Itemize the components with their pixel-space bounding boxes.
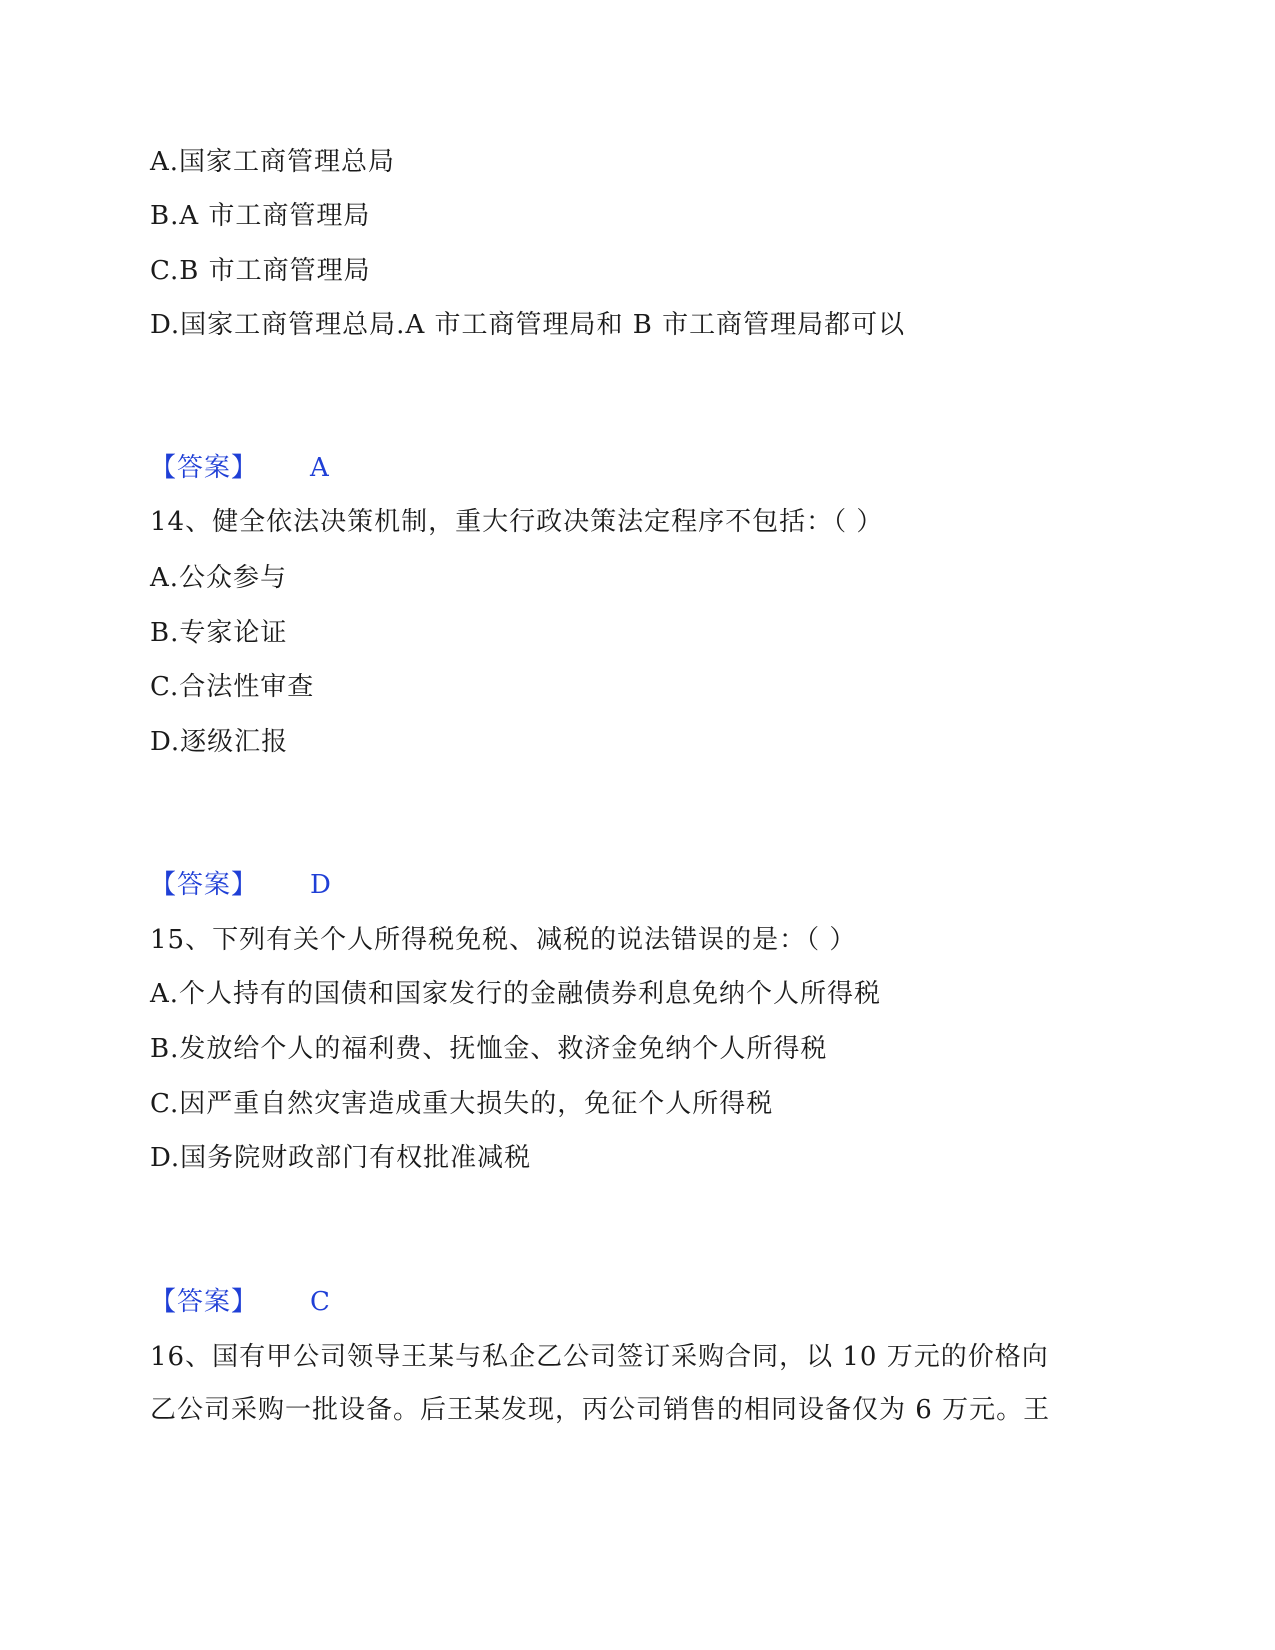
q15-option-c: C.因严重自然灾害造成重大损失的，免征个人所得税	[150, 1089, 774, 1119]
q15-answer-label: 【答案】	[150, 1287, 259, 1317]
q15-option-a: A.个人持有的国债和国家发行的金融债券利息免纳个人所得税	[150, 979, 882, 1009]
q14-answer-label: 【答案】	[150, 870, 259, 900]
q14-answer-value: D	[310, 870, 331, 900]
q14-option-a: A.公众参与	[150, 563, 288, 593]
q16-stem-line-1: 16、国有甲公司领导王某与私企乙公司签订采购合同，以 10 万元的价格向	[150, 1342, 1049, 1372]
q13-answer-value: A	[310, 453, 329, 483]
q15-answer-value: C	[310, 1287, 330, 1317]
q15-option-b: B.发放给个人的福利费、抚恤金、救济金免纳个人所得税	[150, 1034, 828, 1064]
q13-answer-label: 【答案】	[150, 453, 259, 483]
q15-option-d: D.国务院财政部门有权批准减税	[150, 1143, 532, 1173]
q13-option-d: D.国家工商管理总局.A 市工商管理局和 B 市工商管理局都可以	[150, 310, 906, 340]
q13-option-b: B.A 市工商管理局	[150, 201, 371, 231]
q14-option-b: B.专家论证	[150, 618, 288, 648]
q15-stem: 15、下列有关个人所得税免税、减税的说法错误的是：（ ）	[150, 925, 857, 955]
q14-stem: 14、健全依法决策机制，重大行政决策法定程序不包括：（ ）	[150, 507, 884, 537]
q13-option-c: C.B 市工商管理局	[150, 256, 371, 286]
q14-option-d: D.逐级汇报	[150, 727, 289, 757]
q14-option-c: C.合法性审查	[150, 672, 315, 702]
q13-option-a: A.国家工商管理总局	[150, 147, 396, 177]
q16-stem-line-2: 乙公司采购一批设备。后王某发现，丙公司销售的相同设备仅为 6 万元。王	[150, 1395, 1051, 1425]
